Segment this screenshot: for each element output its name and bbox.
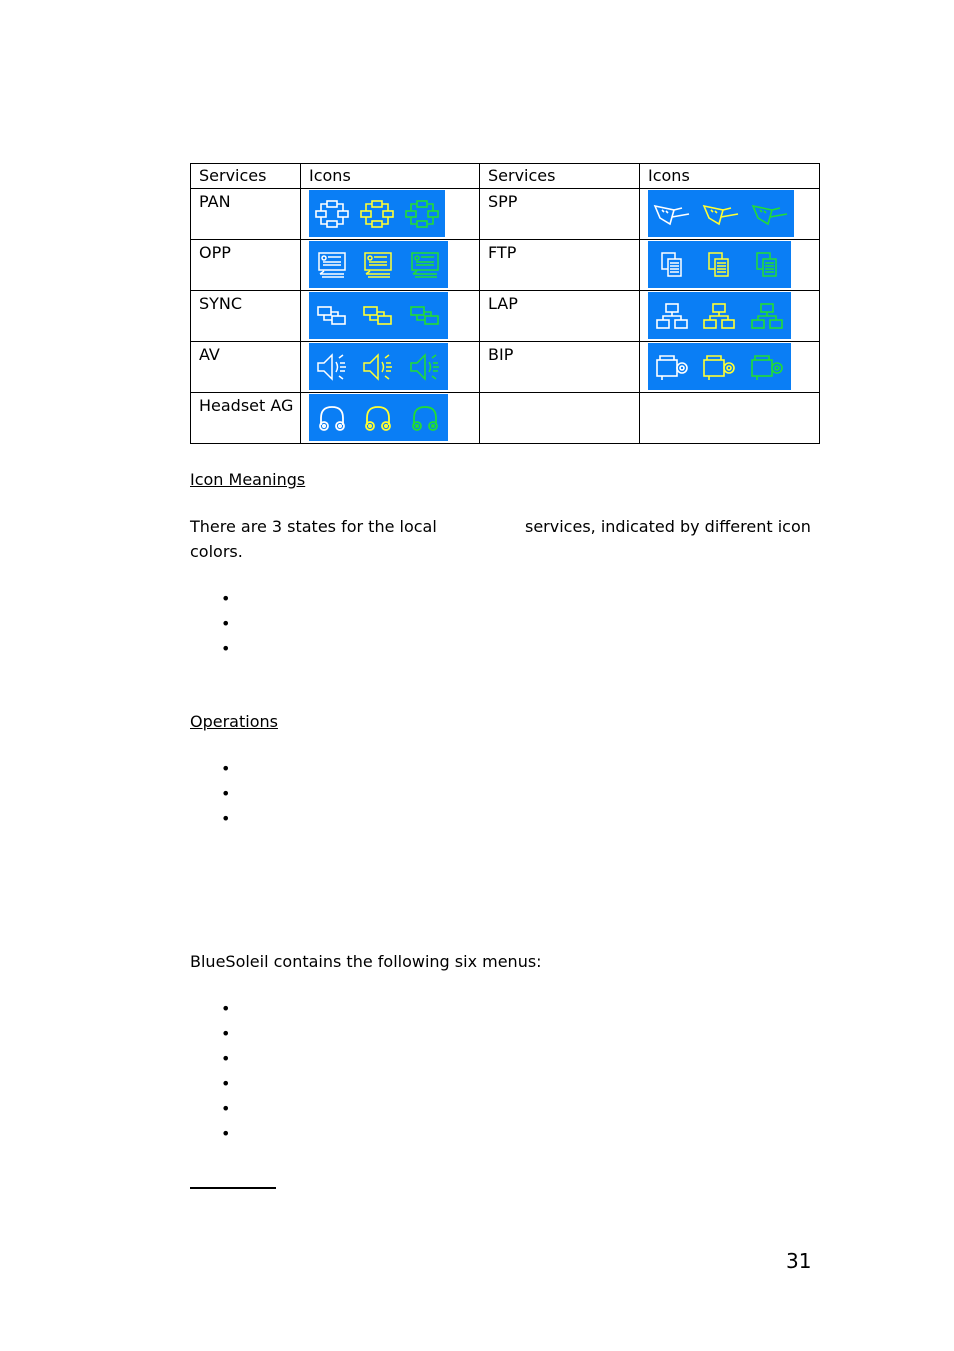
av-icon-green xyxy=(408,351,442,383)
services-table xyxy=(190,163,820,444)
service-ftp: FTP xyxy=(480,240,640,291)
service-av: AV xyxy=(191,342,301,393)
table-row xyxy=(191,342,820,393)
service-opp: OPP xyxy=(191,240,301,291)
av-icons-cell xyxy=(301,342,480,393)
service-pan: PAN xyxy=(191,189,301,240)
service-spp: SPP xyxy=(480,189,640,240)
bullet: • xyxy=(221,1124,231,1143)
table-row xyxy=(191,291,820,342)
operations-heading: Operations xyxy=(190,712,278,731)
bullet: • xyxy=(221,1099,231,1118)
opp-icon-green xyxy=(409,250,441,280)
ftp-icon-green xyxy=(754,250,780,280)
bullet: • xyxy=(221,1074,231,1093)
sync-icon-white xyxy=(315,303,349,329)
page-number: 31 xyxy=(786,1249,812,1273)
bullet: • xyxy=(221,784,231,803)
header-services-2: Services xyxy=(480,164,640,189)
spp-icon-strip xyxy=(648,190,794,237)
pan-icon-yellow xyxy=(359,199,395,229)
icon-meanings-text-3: colors. xyxy=(190,542,243,561)
bip-icon-yellow xyxy=(701,352,737,382)
bullet: • xyxy=(221,1049,231,1068)
lap-icons-cell xyxy=(640,291,820,342)
headset-icon-green xyxy=(409,403,441,433)
service-bip: BIP xyxy=(480,342,640,393)
footnote-separator xyxy=(190,1187,276,1189)
bip-icon-strip xyxy=(648,343,791,390)
service-sync: SYNC xyxy=(191,291,301,342)
empty-cell xyxy=(480,393,640,444)
headset-icon-white xyxy=(316,403,348,433)
bullet: • xyxy=(221,759,231,778)
lap-icon-white xyxy=(655,302,689,330)
bullet: • xyxy=(221,809,231,828)
header-icons-2: Icons xyxy=(640,164,820,189)
opp-icons-cell xyxy=(301,240,480,291)
bullet: • xyxy=(221,589,231,608)
icon-meanings-text-1: There are 3 states for the local xyxy=(190,517,437,536)
bip-icon-green xyxy=(749,352,785,382)
opp-icon-yellow xyxy=(362,250,394,280)
pan-icon-strip xyxy=(309,190,445,237)
headset-icon-strip xyxy=(309,394,448,441)
sync-icon-green xyxy=(408,303,442,329)
bip-icons-cell xyxy=(640,342,820,393)
bullet: • xyxy=(221,999,231,1018)
opp-icon-strip xyxy=(309,241,448,288)
sync-icons-cell xyxy=(301,291,480,342)
ftp-icon-strip xyxy=(648,241,791,288)
headset-icon-yellow xyxy=(362,403,394,433)
lap-icon-green xyxy=(750,302,784,330)
av-icon-yellow xyxy=(361,351,395,383)
spp-icon-white xyxy=(652,200,692,228)
menus-intro: BlueSoleil contains the following six menus: xyxy=(190,952,542,971)
bip-icon-white xyxy=(654,352,690,382)
av-icon-white xyxy=(315,351,349,383)
service-lap: LAP xyxy=(480,291,640,342)
bullet: • xyxy=(221,614,231,633)
table-row xyxy=(191,240,820,291)
service-headset-ag: Headset AG xyxy=(191,393,301,444)
sync-icon-yellow xyxy=(361,303,395,329)
pan-icon-green xyxy=(404,199,440,229)
av-icon-strip xyxy=(309,343,448,390)
table-header-row xyxy=(191,164,820,189)
icon-meanings-text-2: services, indicated by different icon xyxy=(525,517,811,536)
bullet: • xyxy=(221,639,231,658)
pan-icon-white xyxy=(314,199,350,229)
spp-icon-yellow xyxy=(701,200,741,228)
header-services-1: Services xyxy=(191,164,301,189)
header-icons-1: Icons xyxy=(301,164,480,189)
bullet: • xyxy=(221,1024,231,1043)
table-row xyxy=(191,189,820,240)
table-row xyxy=(191,393,820,444)
headset-icons-cell xyxy=(301,393,480,444)
empty-cell xyxy=(640,393,820,444)
lap-icon-yellow xyxy=(702,302,736,330)
lap-icon-strip xyxy=(648,292,791,339)
opp-icon-white xyxy=(316,250,348,280)
ftp-icon-white xyxy=(659,250,685,280)
ftp-icon-yellow xyxy=(706,250,732,280)
spp-icon-green xyxy=(750,200,790,228)
pan-icons-cell xyxy=(301,189,480,240)
sync-icon-strip xyxy=(309,292,448,339)
ftp-icons-cell xyxy=(640,240,820,291)
icon-meanings-heading: Icon Meanings xyxy=(190,470,306,489)
spp-icons-cell xyxy=(640,189,820,240)
